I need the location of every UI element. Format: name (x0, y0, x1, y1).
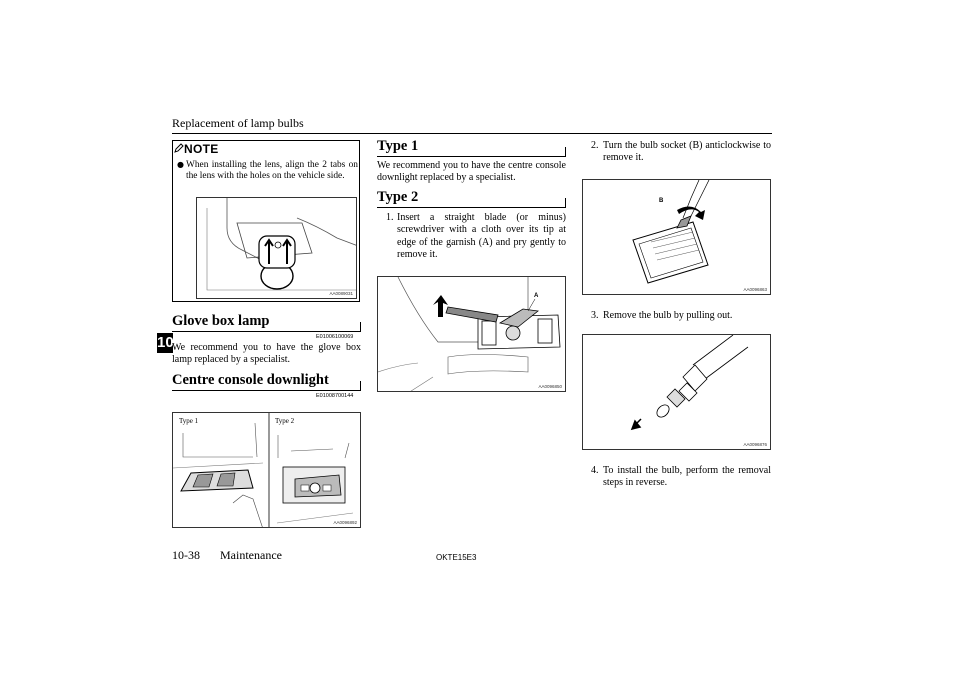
step3-text: Remove the bulb by pulling out. (603, 310, 733, 321)
console-illustration (173, 413, 361, 528)
type2-heading: Type 2 (377, 189, 419, 205)
callout-a: A (534, 293, 539, 299)
figure-code: AA0096876 (743, 442, 767, 447)
document-code: OKTE15E3 (436, 553, 477, 562)
heading-rule-end (565, 147, 566, 156)
heading-rule-end (360, 322, 361, 331)
console-type2-label: Type 2 (275, 417, 295, 425)
step2-text: Turn the bulb socket (B) anticlockwise to remove it. (603, 140, 771, 164)
socket-illustration (583, 180, 771, 295)
running-header: Replacement of lamp bulbs (172, 116, 304, 130)
heading-rule-end (360, 381, 361, 390)
console-figure (172, 412, 361, 528)
bulb-illustration (583, 335, 771, 450)
note-pencil-icon (174, 143, 184, 153)
type1-text: We recommend you to have the centre console downlight replaced by a specialist. (377, 160, 566, 184)
step-number: 3. (591, 310, 599, 321)
heading-rule (377, 207, 566, 208)
heading-rule (172, 390, 361, 391)
chapter-tab: 10 (157, 334, 174, 351)
type1-heading: Type 1 (377, 138, 419, 154)
glove-box-heading: Glove box lamp (172, 313, 270, 329)
note-text: When installing the lens, align the 2 tabs on the lens with the holes on the vehicle side. (186, 160, 358, 181)
footer-section: Maintenance (220, 548, 282, 562)
bullet-icon: ● (177, 160, 184, 169)
section-code: E01008700144 (316, 393, 354, 399)
callout-b: B (659, 198, 664, 204)
socket-figure (582, 179, 771, 295)
section-code: E01006100069 (316, 334, 354, 340)
console-type1-label: Type 1 (179, 417, 199, 425)
header-rule (172, 133, 772, 134)
step4-text: To install the bulb, perform the removal steps in reverse. (603, 465, 771, 489)
step1-text: Insert a straight blade (or minus) screwdriver with a cloth over its tip at edge of the garnish (A) and pry gently to remove it. (397, 212, 566, 261)
lens-figure (196, 197, 357, 299)
heading-rule (377, 156, 566, 157)
lens-illustration (197, 198, 357, 299)
step-number: 4. (591, 465, 599, 476)
note-label: NOTE (184, 142, 219, 156)
figure-code: AA0096850 (538, 384, 562, 389)
heading-rule (172, 331, 361, 332)
step-number: 1. (386, 212, 394, 223)
glove-box-text: We recommend you to have the glove box lamp replaced by a specialist. (172, 342, 361, 366)
page-number: 10-38 (172, 548, 200, 562)
figure-code: AA0096892 (333, 520, 357, 525)
figure-code: AA0096863 (743, 287, 767, 292)
bulb-figure (582, 334, 771, 450)
garnish-figure (377, 276, 566, 392)
figure-code: AA0089031 (329, 291, 353, 296)
centre-console-heading: Centre console downlight (172, 372, 329, 388)
heading-rule-end (565, 198, 566, 207)
step-number: 2. (591, 140, 599, 151)
